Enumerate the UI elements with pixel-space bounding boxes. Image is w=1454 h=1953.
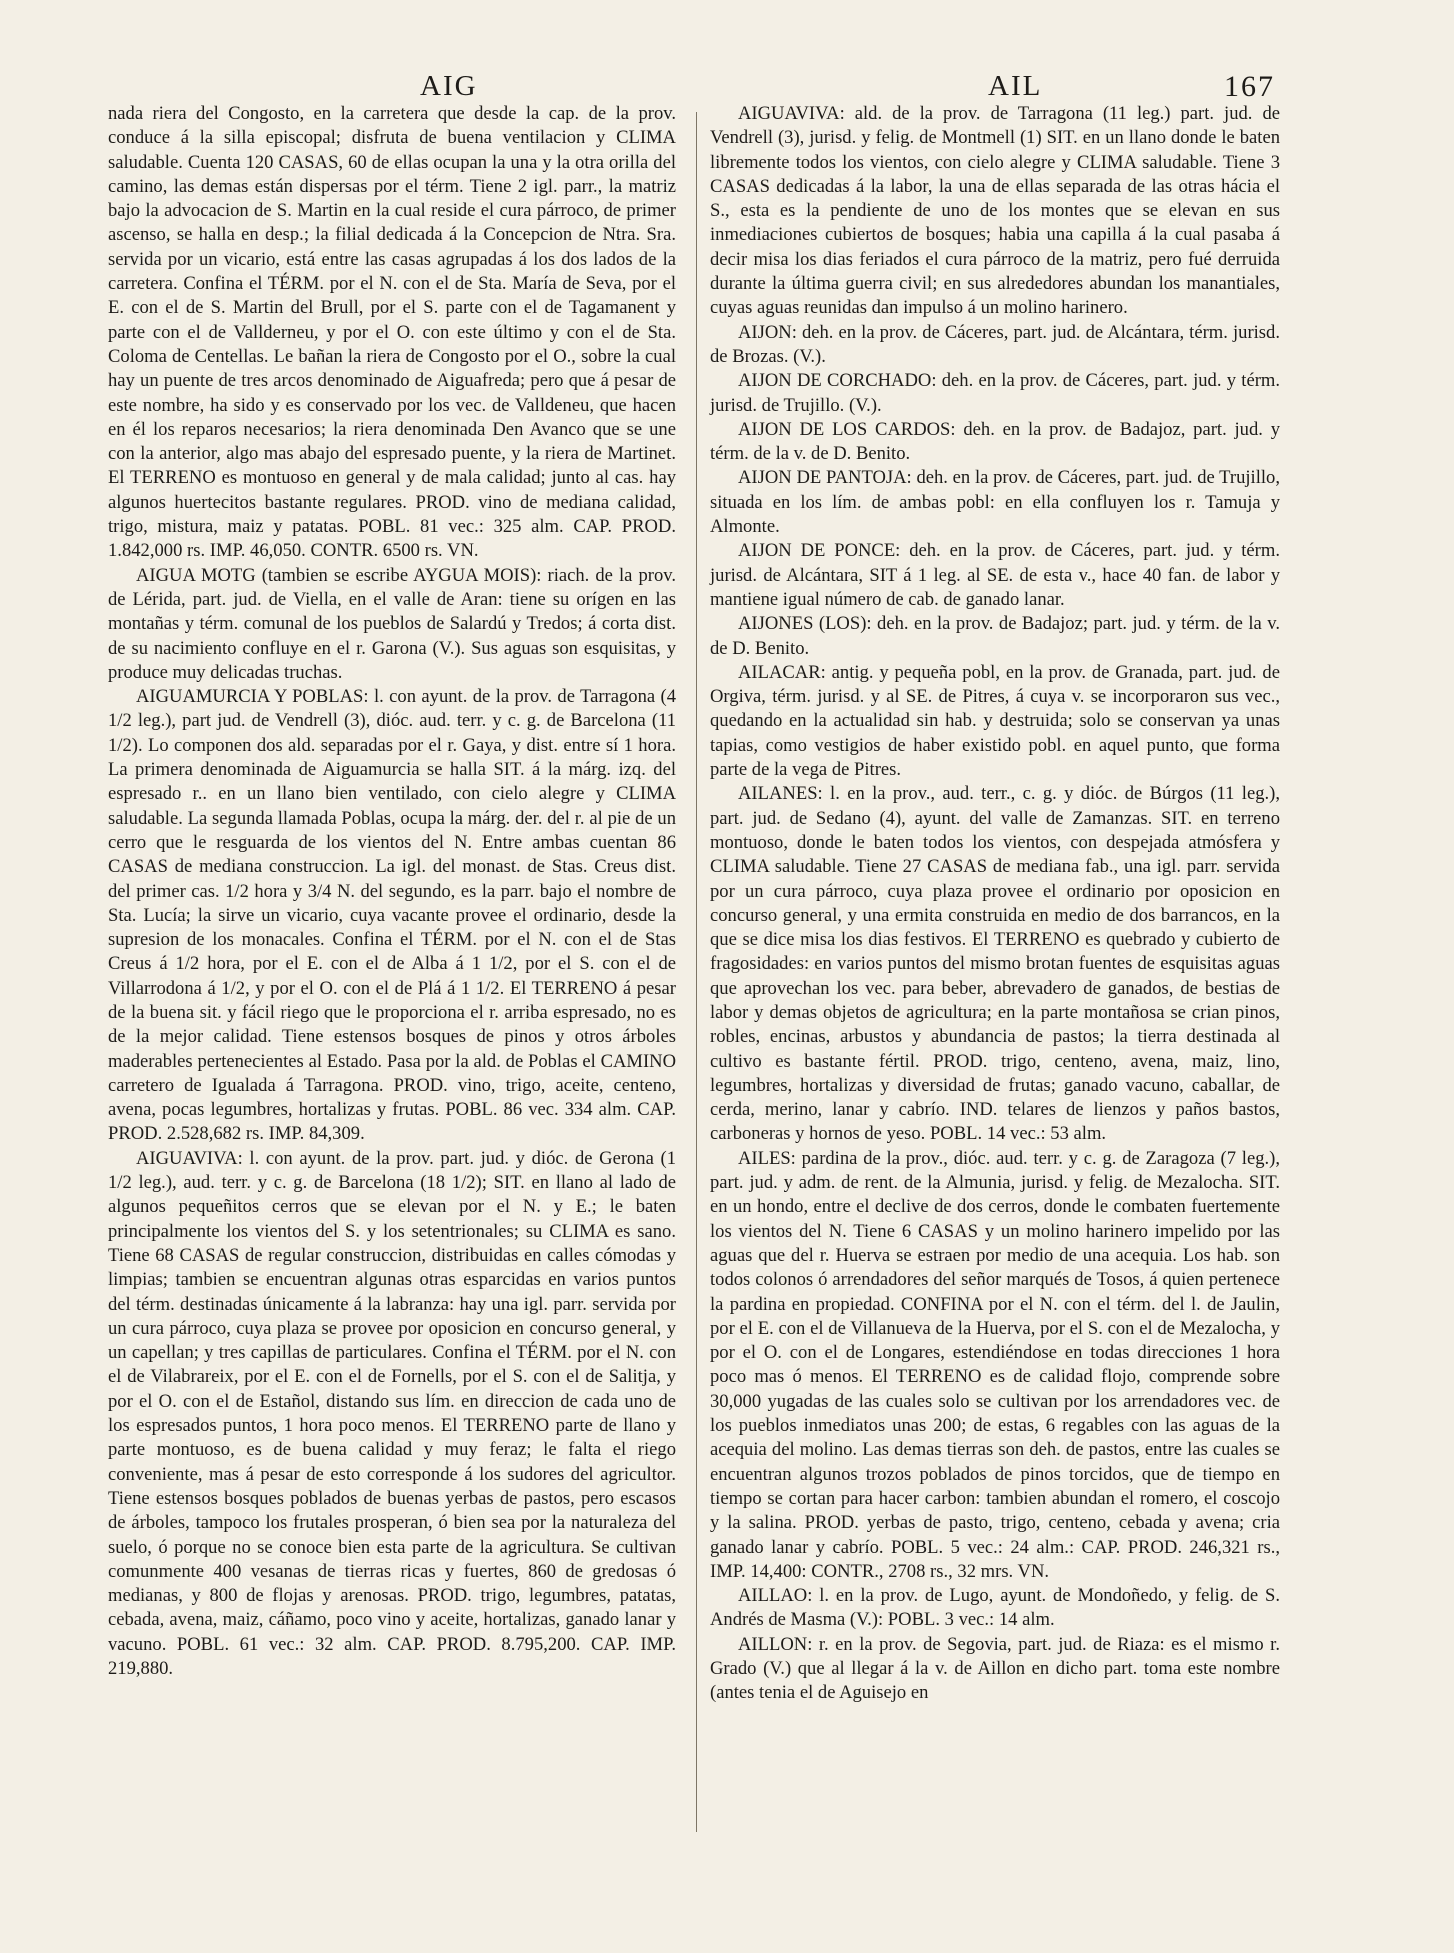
right-column bbox=[710, 102, 1280, 1706]
column-divider bbox=[696, 112, 697, 1832]
entry-aillon: AILLON: r. en la prov. de Segovia, part. jud. de Riaza: es el mismo r. Grado (V.) que al llegar á la v. de Aillon en dicho part. toma este nombre (antes tenia el de Aguisejo en bbox=[710, 1633, 1280, 1704]
header-left-word: AIG bbox=[420, 70, 478, 102]
entry-aiguaviva-tarragona: AIGUAVIVA: ald. de la prov. de Tarragona (11 leg.) part. jud. de Vendrell (3), jurisd. y felig. de Montmell (1) SIT. en un llano donde le baten libremente todos los vientos, con cielo alegre y CLIMA saludable. Tiene 3 CASAS dedicadas á la labor, la una de ellas separada de las otras hácia el S., esta es la pendiente de uno de los montes que se elevan en sus inmediaciones cubiertos de bosques; habia una capilla á la cual pasaba á decir misa los dias feriados el cura párroco de la matriz, pero fué derruida durante la última guerra civil; en sus alrededores abundan los manantiales, cuyas aguas reunidas dan impulso á un molino harinero. bbox=[710, 103, 1280, 319]
entry-aijon-de-corchado: AIJON DE CORCHADO: deh. en la prov. de Cáceres, part. jud. y térm. jurisd. de Trujillo. (V.). bbox=[710, 370, 1280, 416]
entry-ailanes: AILANES: l. en la prov., aud. terr., c. g. y dióc. de Búrgos (11 leg.), part. jud. de Sedano (4), ayunt. del valle de Zamanzas. SIT. en terreno montuoso, donde le baten todos los vientos, con despejada atmósfera y CLIMA saludable. Tiene 27 CASAS de mediana fab., una igl. parr. servida por un cura párroco, cuya plaza provee el ordinario por oposicion en concurso general, y una ermita construida en medio de dos barrancos, en la que se dice misa los dias festivos. El TERRENO es quebrado y cubierto de fragosidades: en varios puntos del mismo brotan fuentes de esquisitas aguas que aprovechan los vec. para beber, abrevadero de ganados, de bestias de labor y demas objetos de agricultura; en la parte montañosa se crian pinos, robles, encinas, arbustos y abundancia de pastos; la tierra destinada al cultivo es bastante fértil. PROD. trigo, centeno, avena, maiz, lino, legumbres, hortalizas y diversidad de frutas; ganado vacuno, caballar, de cerda, merino, lanar y cabrío. IND. telares de lienzos y paños bastos, carboneras y hornos de yeso. POBL. 14 vec.: 53 alm. bbox=[710, 783, 1280, 1145]
entry-aijon-de-ponce: AIJON DE PONCE: deh. en la prov. de Cáceres, part. jud. y térm. jurisd. de Alcántara, SIT á 1 leg. al SE. de esta v., hace 40 fan. de labor y mantiene igual número de cab. de ganado lanar. bbox=[710, 540, 1280, 610]
entry-aijones: AIJONES (LOS): deh. en la prov. de Badajoz; part. jud. y térm. de la v. de D. Benito. bbox=[710, 613, 1280, 659]
page-number: 167 bbox=[1224, 70, 1275, 103]
entry-aijon-de-los-cardos: AIJON DE LOS CARDOS: deh. en la prov. de Badajoz, part. jud. y térm. de la v. de D. Benito. bbox=[710, 418, 1280, 465]
entry-ailes: AILES: pardina de la prov., dióc. aud. terr. y c. g. de Zaragoza (7 leg.), part. jud. y adm. de rent. de la Almunia, jurisd. y felig. de Mezalocha. SIT. en un hondo, entre el declive de dos cerros, donde le combaten fuertemente los vientos del N. Tiene 6 CASAS y un molino harinero impelido por las aguas que del r. Huerva se estraen por medio de una acequia. Los hab. son todos colonos ó arrendadores del señor marqués de Tosos, á quien pertenece la pardina en propiedad. CONFINA por el N. con el térm. del l. de Jaulin, por el E. con el de Villanueva de la Huerva, por el S. con el de Mezalocha, y por el O. con el de Longares, estendiéndose en todas direcciones 1 hora poco mas ó menos. El TERRENO es de calidad flojo, comprende sobre 30,000 yugadas de las cuales solo se cultivan por los arrendadores vec. de los pueblos inmediatos unas 200; de estas, 6 regables con las aguas de la acequia del molino. Las demas tierras son deh. de pastos, entre las cuales se encuentran algunos trozos poblados de pinos torcidos, que de tiempo en tiempo se cortan para hacer carbon: tambien abundan el romero, el coscojo y la salina. PROD. yerbas de pasto, trigo, centeno, cebada y avena; cria ganado lanar y cabrío. POBL. 5 vec.: 24 alm.: CAP. PROD. 246,321 rs., IMP. 14,400: CONTR., 2708 rs., 32 mrs. VN. bbox=[710, 1147, 1280, 1582]
entry-ailacar: AILACAR: antig. y pequeña pobl, en la prov. de Granada, part. jud. de Orgiva, térm. jurisd. y al SE. de Pitres, á cuya v. se incorporaron sus vec., quedando en la actualidad sin hab. y destruida; solo se conservan ya unas tapias, como vestigios de haber existido pobl. en aquel punto, que forma parte de la vega de Pitres. bbox=[710, 661, 1280, 781]
entry-congosto-continuation: nada riera del Congosto, en la carretera que desde la cap. de la prov. conduce á la silla episcopal; disfruta de buena ventilacion y CLIMA saludable. Cuenta 120 CASAS, 60 de ellas ocupan la una y la otra orilla del camino, las demas están dispersas por el térm. Tiene 2 igl. parr., la matriz bajo la advocacion de S. Martin en la cual reside el cura párroco, de primer ascenso, se halla en desp.; la filial dedicada á la Concepcion de Ntra. Sra. servida por un vicario, está entre las casas agrupadas á los dos lados de la carretera. Confina el TÉRM. por el N. con el de Sta. María de Seva, por el E. con el de S. Martin del Brull, por el S. parte con el de Tagamanent y parte con el de Vallderneu, y por el O. con este último y con el de Sta. Coloma de Centellas. Le bañan la riera de Congosto por el O., sobre la cual hay un puente de tres arcos denominado de Aiguafreda; pero que á pesar de este nombre, ha sido y es conservado por los vec. de Valldeneu, que hacen en él los reparos necesarios; la riera denominada Den Avanco que se une con la anterior, algo mas abajo del espresado puente, y la riera de Martinet. El TERRENO es montuoso en general y de mala calidad; junto al cas. hay algunos huertecitos bastante regulares. PROD. vino de mediana calidad, trigo, mistura, maiz y patatas. POBL. 81 vec.: 325 alm. CAP. PROD. 1.842,000 rs. IMP. 46,050. CONTR. 6500 rs. VN. bbox=[108, 103, 676, 562]
header-right-word: AIL bbox=[988, 70, 1043, 102]
entry-aigua-motg: AIGUA MOTG (tambien se escribe AYGUA MOIS): riach. de la prov. de Lérida, part. jud. de Viella, en el valle de Aran: tiene su orígen en las montañas y térm. comunal de los pueblos de Salardú y Tredos; á corta dist. de su nacimiento confluye en el r. Garona (V.). Sus aguas son esquisitas, y produce muy delicadas truchas. bbox=[108, 564, 676, 683]
entry-aijon-de-pantoja: AIJON DE PANTOJA: deh. en la prov. de Cáceres, part. jud. de Trujillo, situada en los lím. de ambas pobl: en ella confluyen los r. Tamuja y Almonte. bbox=[710, 467, 1280, 538]
entry-aijon: AIJON: deh. en la prov. de Cáceres, part. jud. de Alcántara, térm. jurisd. de Brozas. (V.). bbox=[710, 321, 1280, 367]
entry-aillao: AILLAO: l. en la prov. de Lugo, ayunt. de Mondoñedo, y felig. de S. Andrés de Masma (V.): POBL. 3 vec.: 14 alm. bbox=[710, 1585, 1280, 1631]
entry-aiguaviva-gerona: AIGUAVIVA: l. con ayunt. de la prov. part. jud. y dióc. de Gerona (1 1/2 leg.), aud. terr. y c. g. de Barcelona (18 1/2); SIT. en llano al lado de algunos pequeñitos cerros que se elevan por el N. y E.; le baten principalmente los vientos del S. y los setentrionales; su CLIMA es sano. Tiene 68 CASAS de regular construccion, distribuidas en calles cómodas y limpias; tambien se encuentran algunas otras esparcidas en varios puntos del térm. destinadas únicamente á la labranza: hay una igl. parr. servida por un cura párroco, cuya plaza se provee por oposicion en concurso general, y un capellan; y tres capillas de particulares. Confina el TÉRM. por el N. con el de Vilabrareix, por el E. con el de Fornells, por el S. con el de Salitja, y por el O. con el de Estañol, distando sus lím. en direccion de cada uno de los espresados puntos, 1 hora poco menos. El TERRENO parte de llano y parte montuoso, es de buena calidad y muy feraz; le falta el riego conveniente, mas á pesar de esto corresponde á los sudores del agricultor. Tiene estensos bosques poblados de buenas yerbas de pastos, pero escasos de árboles, tampoco los frutales prosperan, ó bien sea por la naturaleza del suelo, ó porque no se conoce bien esta parte de la agricultura. Se cultivan comunmente 400 vesanas de tierras ricas y fuertes, 860 de gredosas ó medianas, y 800 de flojas y arenosas. PROD. trigo, legumbres, patatas, cebada, avena, maiz, cáñamo, poco vino y aceite, hortalizas, ganado lanar y vacuno. POBL. 61 vec.: 32 alm. CAP. PROD. 8.795,200. CAP. IMP. 219,880. bbox=[108, 1147, 676, 1679]
left-column bbox=[108, 102, 676, 1681]
entry-aiguamurcia-y-poblas: AIGUAMURCIA Y POBLAS: l. con ayunt. de la prov. de Tarragona (4 1/2 leg.), part jud. de Vendrell (3), dióc. aud. terr. y c. g. de Barcelona (11 1/2). Lo componen dos ald. separadas por el r. Gaya, y dist. entre sí 1 hora. La primera denominada de Aiguamurcia se halla SIT. á la márg. izq. del espresado r.. en un llano bien ventilado, con cielo alegre y CLIMA saludable. La segunda llamada Poblas, ocupa la márg. der. del r. al pie de un cerro que le resguarda de los vientos del N. Entre ambas cuentan 86 CASAS de mediana construccion. La igl. del monast. de Stas. Creus dist. del primer cas. 1/2 hora y 3/4 N. del segundo, es la parr. bajo el nombre de Sta. Lucía; la sirve un vicario, cuya vacante provee el ordinario, desde la supresion de los monacales. Confina el TÉRM. por el N. con el de Stas Creus á 1/2 hora, por el E. con el de Alba á 1 1/2, por el S. con el de Villarrodona á 1/2, y por el O. con el de Plá á 1 1/2. El TERRENO á pesar de la buena sit. y fácil riego que le proporciona el r. arriba espresado, no es de la mejor calidad. Tiene estensos bosques de pinos y otros árboles maderables pertenecientes al Estado. Pasa por la ald. de Poblas el CAMINO carretero de Igualada á Tarragona. PROD. vino, trigo, aceite, centeno, avena, pocas legumbres, hortalizas y frutas. POBL. 86 vec. 334 alm. CAP. PROD. 2.528,682 rs. IMP. 84,309. bbox=[108, 686, 676, 1145]
